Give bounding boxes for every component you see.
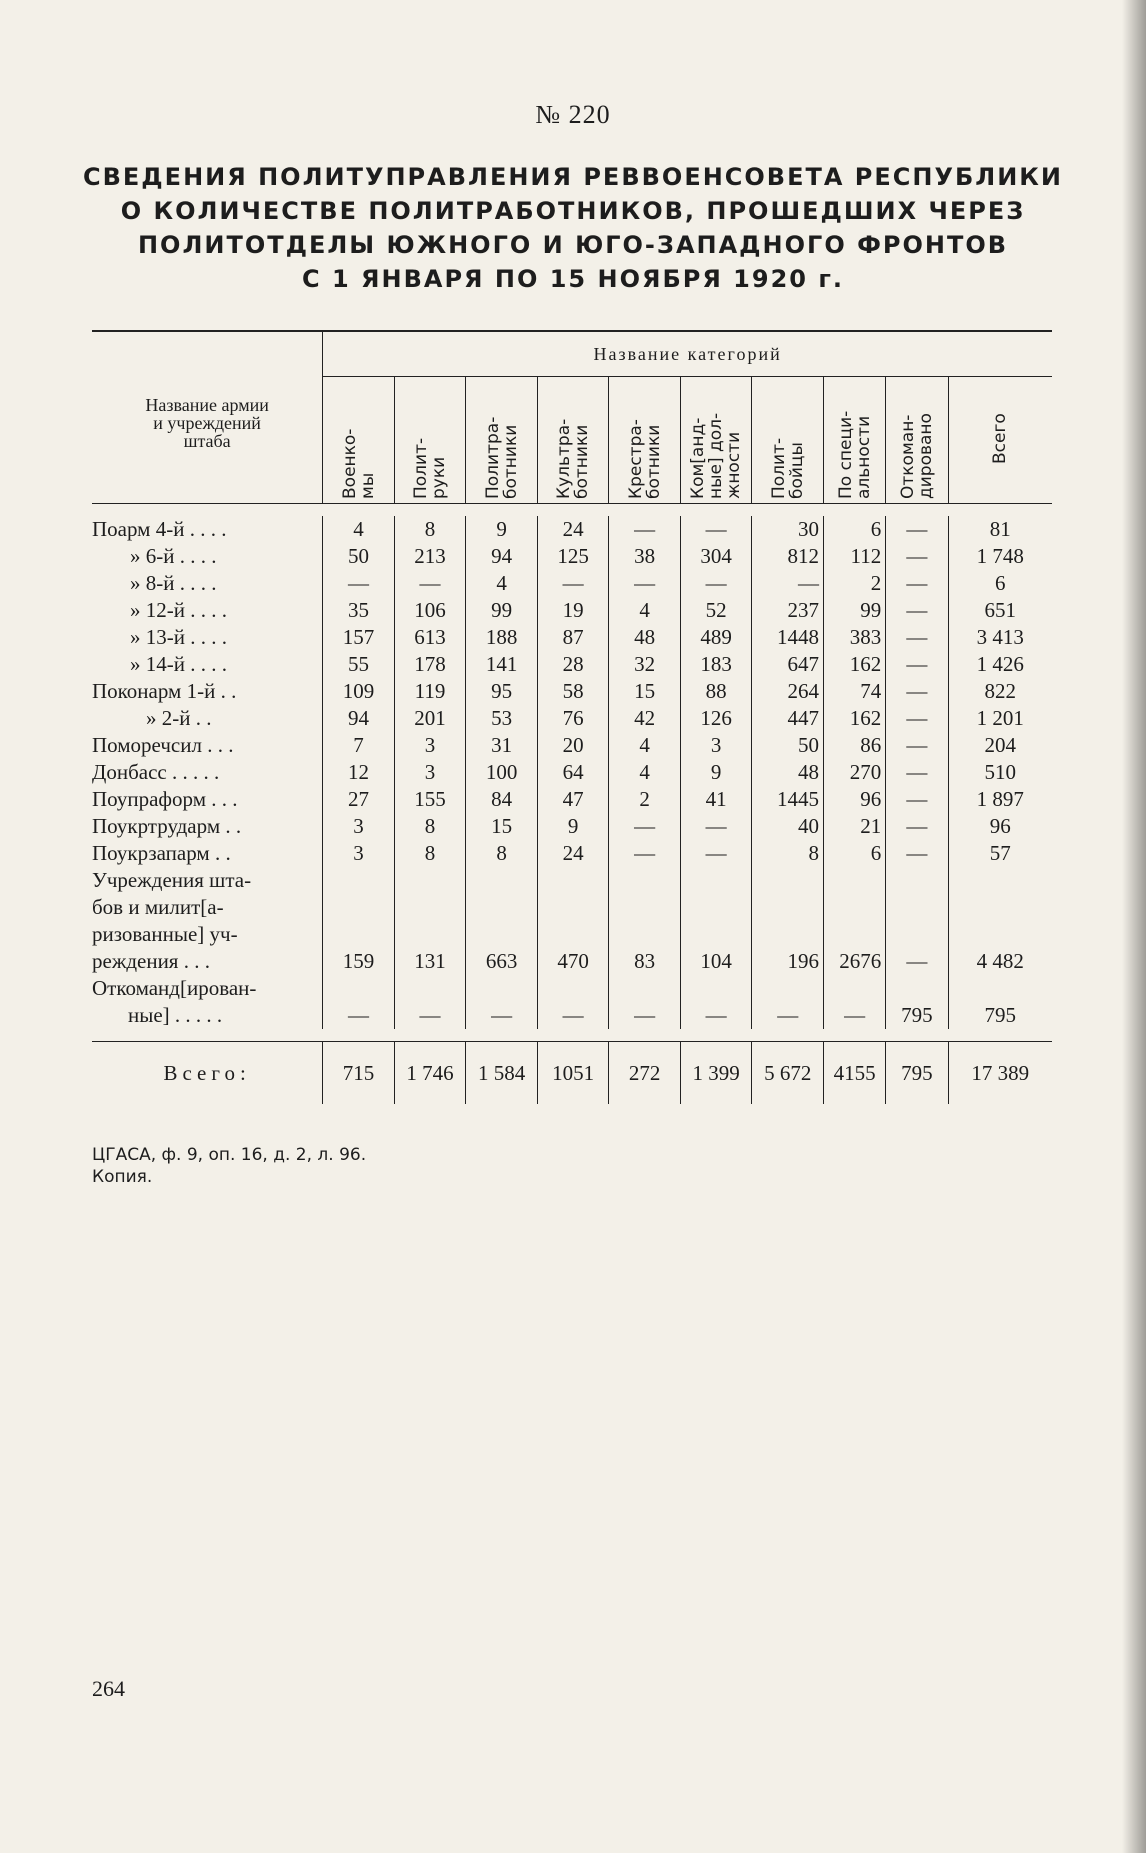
- value-cell: —: [609, 516, 681, 543]
- value-cell: 76: [537, 705, 609, 732]
- value-cell: 6: [823, 516, 885, 543]
- value-cell: 112: [823, 543, 885, 570]
- value-cell: 4: [609, 759, 681, 786]
- value-cell: 9: [466, 516, 538, 543]
- value-cell: 106: [394, 597, 466, 624]
- total-value-cell: 5 672: [752, 1042, 824, 1105]
- value-cell: 15: [466, 813, 538, 840]
- value-cell: 795: [886, 975, 948, 1029]
- value-cell: 94: [466, 543, 538, 570]
- value-cell: 21: [823, 813, 885, 840]
- value-cell: —: [680, 840, 752, 867]
- value-cell: 7: [323, 732, 395, 759]
- total-value-cell: 4155: [823, 1042, 885, 1105]
- value-cell: 4 482: [948, 867, 1052, 975]
- row-name-line: Откоманд[ирован-: [92, 976, 257, 1000]
- value-cell: 213: [394, 543, 466, 570]
- total-value-cell: 17 389: [948, 1042, 1052, 1105]
- value-cell: 4: [609, 732, 681, 759]
- value-cell: 3: [680, 732, 752, 759]
- value-cell: 3: [323, 813, 395, 840]
- value-cell: 663: [466, 867, 538, 975]
- value-cell: —: [886, 516, 948, 543]
- value-cell: 94: [323, 705, 395, 732]
- page-number: 264: [92, 1676, 125, 1701]
- row-name: » 14-й . . . .: [130, 652, 227, 676]
- value-cell: 74: [823, 678, 885, 705]
- value-cell: 96: [823, 786, 885, 813]
- value-cell: 510: [948, 759, 1052, 786]
- value-cell: —: [323, 570, 395, 597]
- column-header: Всего: [948, 377, 1052, 504]
- table-row: [92, 597, 1052, 624]
- name-header-line: и учреждений: [153, 412, 261, 433]
- value-cell: 35: [323, 597, 395, 624]
- value-cell: 19: [537, 597, 609, 624]
- value-cell: —: [609, 840, 681, 867]
- value-cell: 64: [537, 759, 609, 786]
- table-row: [92, 975, 1052, 1029]
- total-value-cell: 272: [609, 1042, 681, 1105]
- value-cell: 40: [752, 813, 824, 840]
- value-cell: 99: [823, 597, 885, 624]
- value-cell: 237: [752, 597, 824, 624]
- total-label: Всего:: [92, 1042, 323, 1105]
- value-cell: 1 201: [948, 705, 1052, 732]
- column-header: Ком[анд- ные] дол- жности: [680, 377, 752, 504]
- table-body: [92, 516, 1052, 1104]
- value-cell: 1445: [752, 786, 824, 813]
- total-value-cell: 715: [323, 1042, 395, 1105]
- value-cell: 24: [537, 840, 609, 867]
- value-cell: —: [680, 813, 752, 840]
- value-cell: —: [886, 624, 948, 651]
- value-cell: 20: [537, 732, 609, 759]
- value-cell: 2676: [823, 867, 885, 975]
- value-cell: 87: [537, 624, 609, 651]
- value-cell: —: [886, 597, 948, 624]
- value-cell: 157: [323, 624, 395, 651]
- category-header: Название категорий: [323, 331, 1052, 377]
- table-header: [92, 331, 1052, 516]
- value-cell: 100: [466, 759, 538, 786]
- value-cell: 55: [323, 651, 395, 678]
- row-name: [92, 867, 323, 975]
- value-cell: —: [752, 975, 824, 1029]
- value-cell: —: [537, 570, 609, 597]
- row-name-line: бов и милит[а-: [92, 895, 224, 919]
- value-cell: —: [680, 570, 752, 597]
- value-cell: 8: [394, 516, 466, 543]
- value-cell: 131: [394, 867, 466, 975]
- row-name: Поукртрударм . .: [92, 814, 242, 838]
- value-cell: —: [886, 732, 948, 759]
- value-cell: 270: [823, 759, 885, 786]
- title-line: С 1 ЯНВАРЯ ПО 15 НОЯБРЯ 1920 г.: [302, 265, 844, 293]
- value-cell: —: [886, 570, 948, 597]
- row-name: » 12-й . . . .: [130, 598, 227, 622]
- value-cell: 155: [394, 786, 466, 813]
- value-cell: 125: [537, 543, 609, 570]
- value-cell: —: [886, 813, 948, 840]
- table-row: [92, 678, 1052, 705]
- value-cell: 1448: [752, 624, 824, 651]
- value-cell: 99: [466, 597, 538, 624]
- value-cell: 41: [680, 786, 752, 813]
- value-cell: 86: [823, 732, 885, 759]
- value-cell: 196: [752, 867, 824, 975]
- value-cell: —: [886, 786, 948, 813]
- value-cell: 304: [680, 543, 752, 570]
- table-row: [92, 705, 1052, 732]
- value-cell: 2: [609, 786, 681, 813]
- table-row: [92, 732, 1052, 759]
- value-cell: 1 897: [948, 786, 1052, 813]
- value-cell: 50: [752, 732, 824, 759]
- page-edge-shadow: [1122, 0, 1146, 1853]
- row-name: Поупраформ . . .: [92, 787, 238, 811]
- value-cell: 9: [537, 813, 609, 840]
- value-cell: 4: [466, 570, 538, 597]
- row-name-line: реждения . . .: [92, 949, 210, 973]
- total-value-cell: 1 584: [466, 1042, 538, 1105]
- column-header: Военко- мы: [323, 377, 395, 504]
- column-header: Откоман- дировано: [886, 377, 948, 504]
- value-cell: —: [886, 705, 948, 732]
- value-cell: 264: [752, 678, 824, 705]
- table-row: [92, 516, 1052, 543]
- title-line: СВЕДЕНИЯ ПОЛИТУПРАВЛЕНИЯ РЕВВОЕНСОВЕТА РЕСПУБЛИКИ: [83, 163, 1063, 191]
- value-cell: —: [609, 570, 681, 597]
- value-cell: 3: [394, 759, 466, 786]
- value-cell: —: [466, 975, 538, 1029]
- value-cell: 47: [537, 786, 609, 813]
- row-name-line: ные] . . . . .: [128, 1003, 223, 1027]
- value-cell: 9: [680, 759, 752, 786]
- value-cell: 178: [394, 651, 466, 678]
- table-row: [92, 867, 1052, 975]
- value-cell: 822: [948, 678, 1052, 705]
- table-row: [92, 759, 1052, 786]
- value-cell: —: [537, 975, 609, 1029]
- value-cell: 27: [323, 786, 395, 813]
- value-cell: —: [886, 867, 948, 975]
- column-header: По специ- альности: [823, 377, 885, 504]
- table-row: [92, 570, 1052, 597]
- value-cell: 24: [537, 516, 609, 543]
- value-cell: 647: [752, 651, 824, 678]
- value-cell: 119: [394, 678, 466, 705]
- value-cell: 4: [323, 516, 395, 543]
- value-cell: 126: [680, 705, 752, 732]
- table-row: [92, 786, 1052, 813]
- value-cell: —: [680, 975, 752, 1029]
- row-name: » 13-й . . . .: [130, 625, 227, 649]
- value-cell: 81: [948, 516, 1052, 543]
- value-cell: 38: [609, 543, 681, 570]
- value-cell: 6: [948, 570, 1052, 597]
- value-cell: 58: [537, 678, 609, 705]
- row-name: » 8-й . . . .: [130, 571, 217, 595]
- row-name-line: Учреждения шта-: [92, 868, 252, 892]
- value-cell: 183: [680, 651, 752, 678]
- value-cell: 104: [680, 867, 752, 975]
- value-cell: 613: [394, 624, 466, 651]
- column-header: Полит- руки: [394, 377, 466, 504]
- value-cell: —: [609, 813, 681, 840]
- statistics-table: [92, 330, 1052, 1104]
- table-row: [92, 624, 1052, 651]
- row-name-line: ризованные] уч-: [92, 922, 238, 946]
- value-cell: —: [752, 570, 824, 597]
- value-cell: 15: [609, 678, 681, 705]
- value-cell: 383: [823, 624, 885, 651]
- value-cell: —: [823, 975, 885, 1029]
- value-cell: 3 413: [948, 624, 1052, 651]
- value-cell: 52: [680, 597, 752, 624]
- value-cell: 83: [609, 867, 681, 975]
- value-cell: 28: [537, 651, 609, 678]
- value-cell: 8: [394, 840, 466, 867]
- value-cell: 651: [948, 597, 1052, 624]
- value-cell: —: [886, 651, 948, 678]
- value-cell: 32: [609, 651, 681, 678]
- table-row: [92, 651, 1052, 678]
- value-cell: 795: [948, 975, 1052, 1029]
- value-cell: 53: [466, 705, 538, 732]
- value-cell: 95: [466, 678, 538, 705]
- column-header: Политра- ботники: [466, 377, 538, 504]
- value-cell: 50: [323, 543, 395, 570]
- total-value-cell: 1 746: [394, 1042, 466, 1105]
- row-name: Поконарм 1-й . .: [92, 679, 237, 703]
- value-cell: 3: [323, 840, 395, 867]
- value-cell: 84: [466, 786, 538, 813]
- value-cell: —: [886, 759, 948, 786]
- value-cell: 447: [752, 705, 824, 732]
- value-cell: 162: [823, 651, 885, 678]
- document-title: [60, 160, 1086, 296]
- value-cell: 489: [680, 624, 752, 651]
- value-cell: 162: [823, 705, 885, 732]
- row-name: » 6-й . . . .: [130, 544, 217, 568]
- value-cell: 4: [609, 597, 681, 624]
- title-line: О КОЛИЧЕСТВЕ ПОЛИТРАБОТНИКОВ, ПРОШЕДШИХ ЧЕРЕЗ: [120, 197, 1026, 225]
- value-cell: 31: [466, 732, 538, 759]
- value-cell: 30: [752, 516, 824, 543]
- value-cell: 204: [948, 732, 1052, 759]
- value-cell: 6: [823, 840, 885, 867]
- row-name: [92, 975, 323, 1029]
- row-name: Поморечсил . . .: [92, 733, 234, 757]
- column-header: Культра- ботники: [537, 377, 609, 504]
- value-cell: 470: [537, 867, 609, 975]
- value-cell: —: [394, 975, 466, 1029]
- value-cell: —: [680, 516, 752, 543]
- name-header-line: штаба: [183, 430, 231, 451]
- column-header: Полит- бойцы: [752, 377, 824, 504]
- value-cell: 2: [823, 570, 885, 597]
- name-column-header: [92, 331, 323, 503]
- value-cell: —: [886, 840, 948, 867]
- total-value-cell: 1 399: [680, 1042, 752, 1105]
- value-cell: —: [886, 678, 948, 705]
- archive-reference: ЦГАСА, ф. 9, оп. 16, д. 2, л. 96.: [92, 1145, 367, 1165]
- value-cell: 1 748: [948, 543, 1052, 570]
- total-value-cell: 1051: [537, 1042, 609, 1105]
- value-cell: 1 426: [948, 651, 1052, 678]
- value-cell: 141: [466, 651, 538, 678]
- value-cell: 48: [609, 624, 681, 651]
- value-cell: 3: [394, 732, 466, 759]
- value-cell: 42: [609, 705, 681, 732]
- value-cell: 88: [680, 678, 752, 705]
- value-cell: 109: [323, 678, 395, 705]
- document-number: № 220: [535, 100, 611, 129]
- column-header: Крестра- ботники: [609, 377, 681, 504]
- value-cell: 159: [323, 867, 395, 975]
- value-cell: 8: [466, 840, 538, 867]
- value-cell: —: [609, 975, 681, 1029]
- value-cell: 12: [323, 759, 395, 786]
- value-cell: —: [394, 570, 466, 597]
- value-cell: —: [886, 543, 948, 570]
- copy-note: Копия.: [92, 1167, 153, 1187]
- table-row: [92, 813, 1052, 840]
- table-row: [92, 543, 1052, 570]
- value-cell: 201: [394, 705, 466, 732]
- value-cell: 8: [394, 813, 466, 840]
- row-name: Поарм 4-й . . . .: [92, 517, 227, 541]
- title-line: ПОЛИТОТДЕЛЫ ЮЖНОГО И ЮГО-ЗАПАДНОГО ФРОНТОВ: [137, 231, 1009, 259]
- value-cell: 48: [752, 759, 824, 786]
- value-cell: 812: [752, 543, 824, 570]
- row-name: Донбасс . . . . .: [92, 760, 220, 784]
- value-cell: —: [323, 975, 395, 1029]
- value-cell: 57: [948, 840, 1052, 867]
- value-cell: 8: [752, 840, 824, 867]
- total-row: [92, 1042, 1052, 1105]
- row-name: » 2-й . .: [146, 706, 212, 730]
- archive-source: [92, 1144, 366, 1188]
- table-row: [92, 840, 1052, 867]
- row-name: Поукрзапарм . .: [92, 841, 231, 865]
- name-header-line: Название армии: [145, 394, 269, 415]
- value-cell: 188: [466, 624, 538, 651]
- value-cell: 96: [948, 813, 1052, 840]
- total-value-cell: 795: [886, 1042, 948, 1105]
